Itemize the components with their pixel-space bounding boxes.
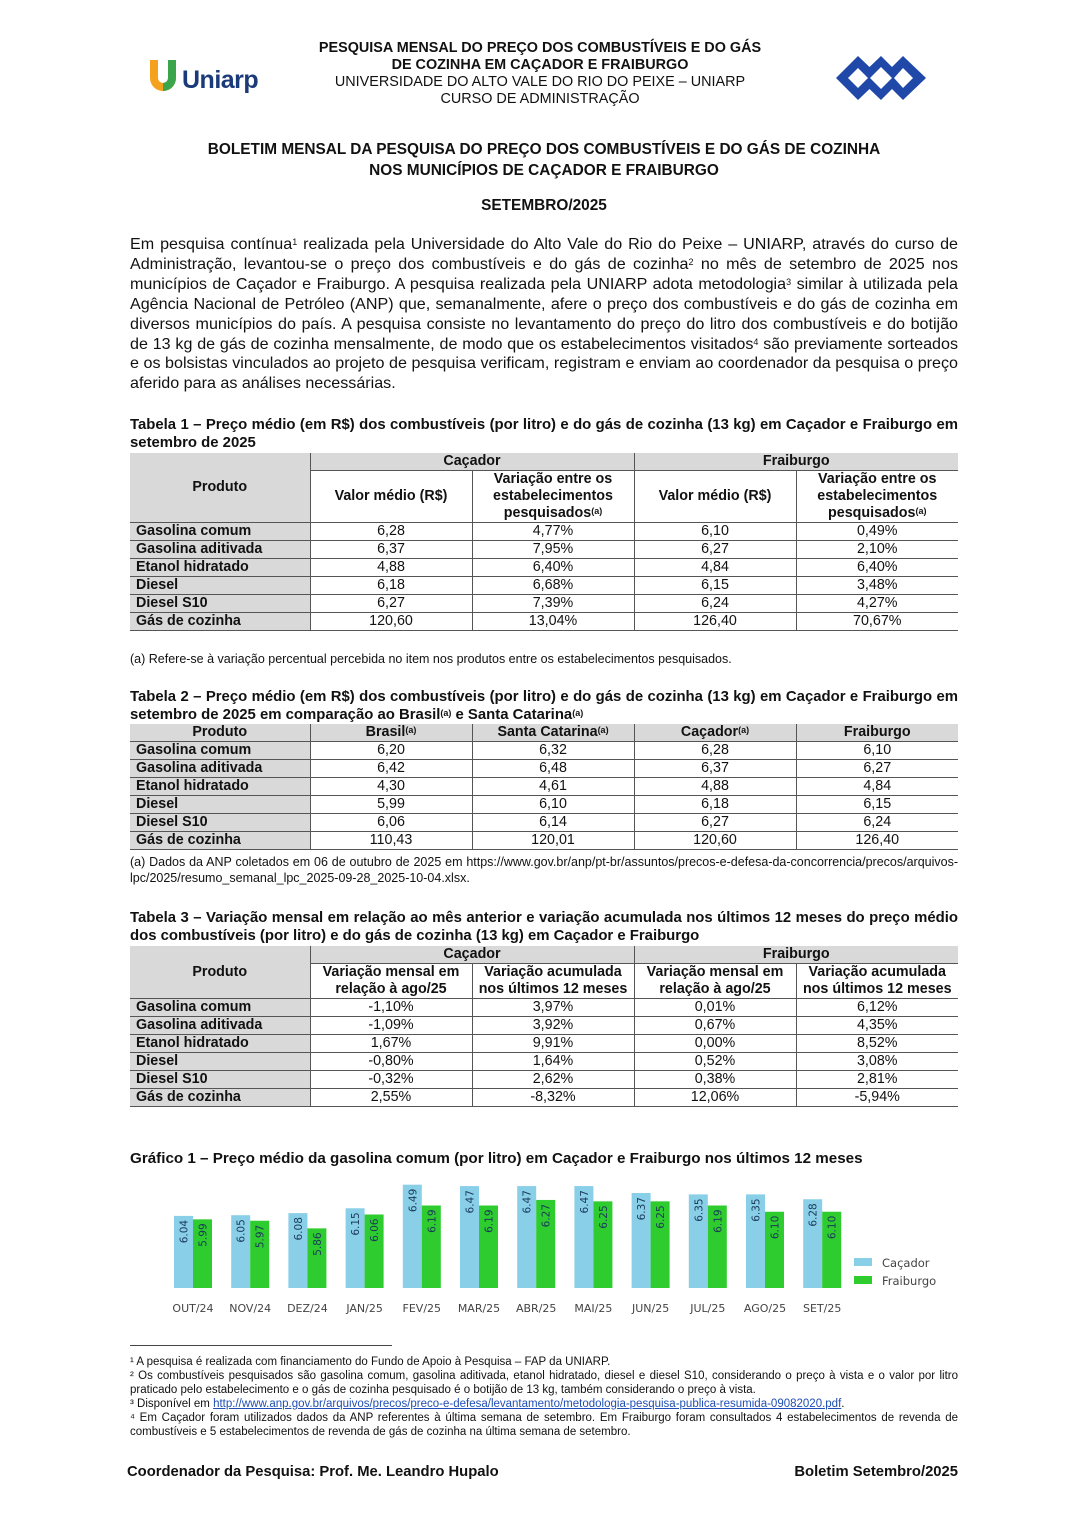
data-label: 6.49 bbox=[407, 1188, 420, 1213]
table1-header-variacao bbox=[472, 471, 634, 523]
caption-text: e Santa Catarina bbox=[451, 707, 573, 723]
value-cell: 6,27 bbox=[310, 595, 472, 613]
value-cell: 3,92% bbox=[472, 1017, 634, 1035]
table1-header-variacao bbox=[796, 471, 958, 523]
value-cell: 9,91% bbox=[472, 1035, 634, 1053]
data-label: 6.04 bbox=[178, 1219, 191, 1244]
data-label: 6.05 bbox=[235, 1219, 248, 1243]
header-sup: (a) bbox=[738, 725, 750, 735]
product-cell: Etanol hidratado bbox=[130, 559, 310, 577]
value-cell: 120,60 bbox=[310, 613, 472, 631]
value-cell: 6,18 bbox=[310, 577, 472, 595]
table1-header-fraiburgo: Fraiburgo bbox=[634, 453, 958, 471]
product-cell: Gasolina aditivada bbox=[130, 760, 310, 778]
value-cell: 4,30 bbox=[310, 778, 472, 796]
header-text: Variação entre os estabelecimentos pesquisados bbox=[817, 471, 938, 521]
value-cell: -0,32% bbox=[310, 1071, 472, 1089]
data-label: 6.10 bbox=[769, 1215, 782, 1240]
value-cell: 6,15 bbox=[796, 796, 958, 814]
footnotes bbox=[130, 1355, 958, 1439]
value-cell: 4,61 bbox=[472, 778, 634, 796]
product-cell: Gasolina comum bbox=[130, 523, 310, 541]
value-cell: 6,32 bbox=[472, 742, 634, 760]
value-cell: 4,84 bbox=[634, 559, 796, 577]
header-line-3: UNIVERSIDADE DO ALTO VALE DO RIO DO PEIXE – UNIARP bbox=[334, 74, 746, 90]
table-row bbox=[130, 742, 958, 760]
value-cell: 4,77% bbox=[472, 523, 634, 541]
table3-header-fraiburgo: Fraiburgo bbox=[634, 946, 958, 964]
value-cell: 0,38% bbox=[634, 1071, 796, 1089]
bulletin-title bbox=[130, 139, 958, 181]
value-cell: 0,67% bbox=[634, 1017, 796, 1035]
footnote-1: ¹ A pesquisa é realizada com financiamento do Fundo de Apoio à Pesquisa – FAP da UNIARP. bbox=[130, 1356, 611, 1368]
data-label: 6.27 bbox=[540, 1203, 553, 1228]
footnote-text: . bbox=[841, 1398, 845, 1410]
table2-header-fraiburgo: Fraiburgo bbox=[796, 724, 958, 742]
x-tick-label: NOV/24 bbox=[229, 1302, 272, 1315]
table2-header-cacador bbox=[634, 724, 796, 742]
header-text: Caçador bbox=[680, 724, 739, 740]
table-row bbox=[130, 832, 958, 850]
legend-swatch bbox=[854, 1258, 872, 1266]
x-tick-label: JUL/25 bbox=[690, 1302, 726, 1315]
table3-header-acumulada: Variação acumulada nos últimos 12 meses bbox=[472, 964, 634, 999]
footnote-ref: 2 bbox=[688, 256, 694, 267]
table2-header-brasil bbox=[310, 724, 472, 742]
x-tick-label: JUN/25 bbox=[631, 1302, 670, 1315]
value-cell: 6,27 bbox=[634, 814, 796, 832]
x-tick-label: MAR/25 bbox=[457, 1302, 501, 1315]
value-cell: 6,48 bbox=[472, 760, 634, 778]
footnote-divider bbox=[130, 1345, 392, 1346]
table-row bbox=[130, 1053, 958, 1071]
table3-header-mensal: Variação mensal em relação à ago/25 bbox=[310, 964, 472, 999]
table3 bbox=[130, 946, 958, 1107]
value-cell: 6,10 bbox=[796, 742, 958, 760]
data-label: 6.15 bbox=[350, 1212, 363, 1236]
methodology-link[interactable]: http://www.anp.gov.br/arquivos/precos/preco-e-defesa/levantamento/metodologia-pesquisa-publica-resumida-09082020.pdf bbox=[213, 1398, 842, 1410]
table3-header-produto: Produto bbox=[130, 946, 310, 999]
table-row bbox=[130, 1017, 958, 1035]
table-row bbox=[130, 796, 958, 814]
table1-note: (a) Refere-se à variação percentual percebida no item nos produtos entre os estabelecimentos pesquisados. bbox=[130, 652, 732, 666]
header-line-2: DE COZINHA EM CAÇADOR E FRAIBURGO bbox=[391, 57, 689, 73]
value-cell: 1,64% bbox=[472, 1053, 634, 1071]
value-cell: 6,40% bbox=[472, 559, 634, 577]
data-label: 6.06 bbox=[369, 1218, 382, 1242]
gasoline-price-chart bbox=[160, 1176, 960, 1326]
value-cell: 5,99 bbox=[310, 796, 472, 814]
value-cell: -0,80% bbox=[310, 1053, 472, 1071]
value-cell: 7,95% bbox=[472, 541, 634, 559]
value-cell: 6,37 bbox=[634, 760, 796, 778]
footer-coordinator: Coordenador da Pesquisa: Prof. Me. Leandro Hupalo bbox=[127, 1464, 499, 1480]
table2-header-sc bbox=[472, 724, 634, 742]
value-cell: 4,84 bbox=[796, 778, 958, 796]
caption-sup: (a) bbox=[440, 708, 452, 718]
data-label: 5.97 bbox=[254, 1224, 267, 1249]
value-cell: 6,42 bbox=[310, 760, 472, 778]
intro-paragraph bbox=[130, 235, 958, 394]
product-cell: Diesel bbox=[130, 796, 310, 814]
data-label: 6.35 bbox=[693, 1198, 706, 1222]
value-cell: 6,37 bbox=[310, 541, 472, 559]
value-cell: 6,27 bbox=[796, 760, 958, 778]
table-row bbox=[130, 559, 958, 577]
table3-header-mensal: Variação mensal em relação à ago/25 bbox=[634, 964, 796, 999]
value-cell: 6,40% bbox=[796, 559, 958, 577]
product-cell: Gás de cozinha bbox=[130, 832, 310, 850]
table1-header-valor: Valor médio (R$) bbox=[634, 471, 796, 523]
header-sup: (a) bbox=[591, 506, 603, 516]
table-row bbox=[130, 1071, 958, 1089]
value-cell: 4,27% bbox=[796, 595, 958, 613]
value-cell: 4,88 bbox=[310, 559, 472, 577]
value-cell: 0,01% bbox=[634, 999, 796, 1017]
value-cell: 3,08% bbox=[796, 1053, 958, 1071]
x-tick-label: DEZ/24 bbox=[287, 1302, 328, 1315]
product-cell: Gasolina comum bbox=[130, 742, 310, 760]
table-row bbox=[130, 1035, 958, 1053]
table-row bbox=[130, 541, 958, 559]
header-sup: (a) bbox=[597, 725, 609, 735]
uniarp-u-icon bbox=[148, 58, 178, 94]
blue-diamond-emblem-icon bbox=[836, 55, 926, 101]
footnote-2: ² Os combustíveis pesquisados são gasolina comum, gasolina aditivada, etanol hidratado, diesel e diesel S10, considerando o preço à vista e o valor por litro praticado pelo estabelecimento e o gás de cozinha pesquisado é o botijão de 13 kg, também considerando o preço à vista. bbox=[130, 1370, 958, 1396]
value-cell: 2,55% bbox=[310, 1089, 472, 1107]
table2-note: (a) Dados da ANP coletados em 06 de outubro de 2025 em https://www.gov.br/anp/pt-br/assuntos/precos-e-defesa-da-concorrencia/precos/arquivos-lpc/2025/resumo_semanal_lpc_2025-09-28_2025-10-04.xlsx. bbox=[130, 855, 958, 885]
footnote-text: ³ Disponível em bbox=[130, 1398, 214, 1410]
table-row bbox=[130, 814, 958, 832]
intro-text: similar à utilizada pela Agência Nacional de Petróleo (ANP) que, semanalmente, afere o preço dos combustíveis e do gás de cozinha em diversos municípios do país. A pesquisa consiste no levantamento do preço do litro dos combustíveis e do botijão de 13 kg de gás de cozinha mensalmente, de modo que os estabelecimentos visitados bbox=[130, 274, 958, 353]
intro-text: realizada pela Universidade do Alto Vale do Rio do Peixe – UNIARP, através do curso de Administração, levantou-se o preço dos combustíveis e do gás de cozinha bbox=[130, 235, 959, 273]
footnote-ref: 3 bbox=[786, 276, 792, 287]
value-cell: 110,43 bbox=[310, 832, 472, 850]
value-cell: 8,52% bbox=[796, 1035, 958, 1053]
value-cell: 6,06 bbox=[310, 814, 472, 832]
footnote-3 bbox=[130, 1397, 958, 1411]
product-cell: Gasolina comum bbox=[130, 999, 310, 1017]
footnote-4: ⁴ Em Caçador foram utilizados dados da ANP referentes à última semana de setembro. Em Fraiburgo foram consultados 4 estabelecimentos de revenda de combustíveis e 5 estabelecimentos de revenda de gás de cozinha na última semana de setembro. bbox=[130, 1412, 958, 1438]
data-label: 6.25 bbox=[597, 1205, 610, 1229]
value-cell: 2,81% bbox=[796, 1071, 958, 1089]
data-label: 6.10 bbox=[826, 1215, 839, 1240]
data-label: 6.19 bbox=[426, 1209, 439, 1233]
header-text: Variação entre os estabelecimentos pesquisados bbox=[493, 471, 613, 521]
table2-caption bbox=[130, 688, 958, 724]
table3-header-acumulada: Variação acumulada nos últimos 12 meses bbox=[796, 964, 958, 999]
value-cell: 6,20 bbox=[310, 742, 472, 760]
data-label: 6.28 bbox=[807, 1203, 820, 1227]
caption-sup: (a) bbox=[572, 708, 584, 718]
table-row bbox=[130, 523, 958, 541]
table1-caption: Tabela 1 – Preço médio (em R$) dos combustíveis (por litro) e do gás de cozinha (13 kg) em Caçador e Fraiburgo em setembro de 2025 bbox=[130, 417, 958, 451]
table-row bbox=[130, 595, 958, 613]
value-cell: 6,24 bbox=[634, 595, 796, 613]
value-cell: 6,28 bbox=[310, 523, 472, 541]
data-label: 6.19 bbox=[483, 1209, 496, 1233]
table-row bbox=[130, 577, 958, 595]
product-cell: Etanol hidratado bbox=[130, 1035, 310, 1053]
value-cell: -8,32% bbox=[472, 1089, 634, 1107]
data-label: 6.35 bbox=[750, 1198, 763, 1222]
table-row bbox=[130, 778, 958, 796]
intro-text: no mês de setembro de 2025 nos municípios de Caçador e Fraiburgo. A pesquisa realizada pela UNIARP adota metodologia bbox=[130, 254, 958, 293]
value-cell: 6,24 bbox=[796, 814, 958, 832]
header-line-4: CURSO DE ADMINISTRAÇÃO bbox=[440, 91, 640, 107]
value-cell: 0,49% bbox=[796, 523, 958, 541]
table3-caption: Tabela 3 – Variação mensal em relação ao mês anterior e variação acumulada nos últimos 12 meses do preço médio dos combustíveis (por litro) e do gás de cozinha (13 kg) em Caçador e Fraiburgo bbox=[130, 910, 958, 944]
data-label: 5.86 bbox=[311, 1232, 324, 1256]
table-row bbox=[130, 613, 958, 631]
emblem-logo bbox=[836, 55, 926, 101]
table3-header-cacador: Caçador bbox=[310, 946, 634, 964]
uniarp-logo bbox=[148, 58, 260, 98]
caption-text: Tabela 2 – Preço médio (em R$) dos combustíveis (por litro) e do gás de cozinha (13 kg) em Caçador e Fraiburgo em setembro de 2025 em comparação ao Brasil bbox=[130, 689, 958, 723]
table-row bbox=[130, 760, 958, 778]
table1-header-cacador: Caçador bbox=[310, 453, 634, 471]
data-label: 6.19 bbox=[712, 1209, 725, 1233]
table2-header-produto: Produto bbox=[130, 724, 310, 742]
x-tick-label: MAI/25 bbox=[574, 1302, 613, 1315]
value-cell: 6,10 bbox=[472, 796, 634, 814]
footnote-ref: 4 bbox=[753, 336, 759, 347]
value-cell: 126,40 bbox=[796, 832, 958, 850]
value-cell: 6,68% bbox=[472, 577, 634, 595]
table1-header-valor: Valor médio (R$) bbox=[310, 471, 472, 523]
legend-label: Caçador bbox=[882, 1256, 930, 1270]
header-line-1: PESQUISA MENSAL DO PREÇO DOS COMBUSTÍVEIS E DO GÁS bbox=[318, 40, 762, 56]
value-cell: 12,06% bbox=[634, 1089, 796, 1107]
value-cell: 2,10% bbox=[796, 541, 958, 559]
data-label: 6.47 bbox=[521, 1190, 534, 1214]
value-cell: 6,27 bbox=[634, 541, 796, 559]
table1-header-produto: Produto bbox=[130, 453, 310, 523]
value-cell: -1,10% bbox=[310, 999, 472, 1017]
data-label: 6.47 bbox=[464, 1190, 477, 1214]
header-text: Santa Catarina bbox=[497, 724, 598, 740]
value-cell: 120,60 bbox=[634, 832, 796, 850]
value-cell: 0,52% bbox=[634, 1053, 796, 1071]
value-cell: 3,48% bbox=[796, 577, 958, 595]
product-cell: Diesel bbox=[130, 577, 310, 595]
value-cell: 6,18 bbox=[634, 796, 796, 814]
value-cell: 0,00% bbox=[634, 1035, 796, 1053]
header-sup: (a) bbox=[405, 725, 417, 735]
data-label: 6.25 bbox=[655, 1205, 668, 1229]
x-tick-label: SET/25 bbox=[803, 1302, 842, 1315]
value-cell: 70,67% bbox=[796, 613, 958, 631]
product-cell: Gás de cozinha bbox=[130, 613, 310, 631]
value-cell: 126,40 bbox=[634, 613, 796, 631]
value-cell: 13,04% bbox=[472, 613, 634, 631]
table-row bbox=[130, 1089, 958, 1107]
footnote-ref: 1 bbox=[292, 237, 298, 247]
x-tick-label: OUT/24 bbox=[172, 1302, 214, 1315]
intro-text: são previamente sorteados e os bolsistas vinculados ao projeto de pesquisa verificam, registram e enviam ao coordenador da pesquisa o preço aferido para as análises necessárias. bbox=[130, 334, 958, 393]
value-cell: 4,35% bbox=[796, 1017, 958, 1035]
product-cell: Diesel S10 bbox=[130, 1071, 310, 1089]
value-cell: 6,15 bbox=[634, 577, 796, 595]
x-tick-label: ABR/25 bbox=[515, 1302, 557, 1315]
uniarp-logo-text: Uniarp bbox=[182, 66, 259, 94]
title-line-2: NOS MUNICÍPIOS DE CAÇADOR E FRAIBURGO bbox=[369, 162, 719, 179]
legend-swatch bbox=[854, 1276, 872, 1284]
footer-bulletin: Boletim Setembro/2025 bbox=[794, 1464, 958, 1480]
value-cell: 6,10 bbox=[634, 523, 796, 541]
header-sup: (a) bbox=[915, 506, 927, 516]
bulletin-month: SETEMBRO/2025 bbox=[481, 197, 607, 214]
chart-title: Gráfico 1 – Preço médio da gasolina comum (por litro) em Caçador e Fraiburgo nos últimos 12 meses bbox=[130, 1150, 863, 1167]
header-text: Brasil bbox=[365, 724, 406, 740]
data-label: 6.37 bbox=[636, 1197, 649, 1221]
product-cell: Gás de cozinha bbox=[130, 1089, 310, 1107]
x-tick-label: JAN/25 bbox=[346, 1302, 383, 1315]
table1 bbox=[130, 453, 958, 631]
intro-text: Em pesquisa contínua bbox=[130, 235, 293, 253]
value-cell: 2,62% bbox=[472, 1071, 634, 1089]
value-cell: 7,39% bbox=[472, 595, 634, 613]
legend-label: Fraiburgo bbox=[882, 1274, 937, 1288]
data-label: 5.99 bbox=[197, 1223, 210, 1247]
x-tick-label: AGO/25 bbox=[743, 1302, 787, 1315]
value-cell: 6,28 bbox=[634, 742, 796, 760]
header-text bbox=[260, 40, 820, 108]
title-line-1: BOLETIM MENSAL DA PESQUISA DO PREÇO DOS COMBUSTÍVEIS E DO GÁS DE COZINHA bbox=[207, 141, 881, 158]
x-tick-label: FEV/25 bbox=[402, 1302, 442, 1315]
value-cell: -1,09% bbox=[310, 1017, 472, 1035]
data-label: 6.47 bbox=[578, 1190, 591, 1214]
product-cell: Diesel S10 bbox=[130, 814, 310, 832]
data-label: 6.08 bbox=[292, 1217, 305, 1241]
value-cell: 1,67% bbox=[310, 1035, 472, 1053]
value-cell: -5,94% bbox=[796, 1089, 958, 1107]
value-cell: 120,01 bbox=[472, 832, 634, 850]
product-cell: Diesel bbox=[130, 1053, 310, 1071]
product-cell: Gasolina aditivada bbox=[130, 541, 310, 559]
table-row bbox=[130, 999, 958, 1017]
value-cell: 3,97% bbox=[472, 999, 634, 1017]
product-cell: Gasolina aditivada bbox=[130, 1017, 310, 1035]
value-cell: 6,12% bbox=[796, 999, 958, 1017]
product-cell: Etanol hidratado bbox=[130, 778, 310, 796]
product-cell: Diesel S10 bbox=[130, 595, 310, 613]
table2 bbox=[130, 724, 958, 850]
value-cell: 4,88 bbox=[634, 778, 796, 796]
value-cell: 6,14 bbox=[472, 814, 634, 832]
